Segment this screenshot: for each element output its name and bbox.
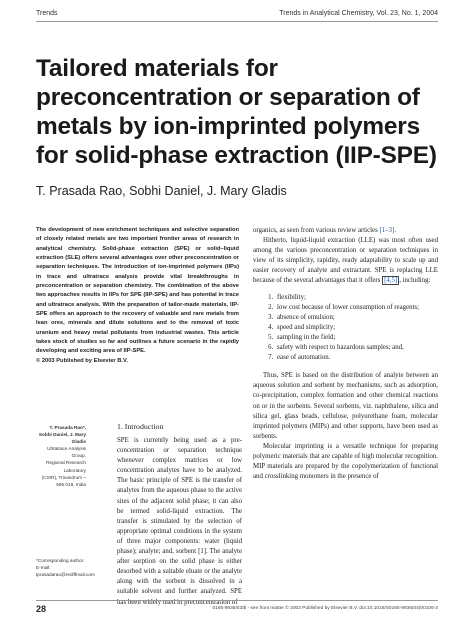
email-label: E-mail: <box>36 565 51 571</box>
list-item: 6. safety with respect to hazardous samples; and, <box>275 343 438 353</box>
citation-link[interactable]: [1–3] <box>379 227 395 234</box>
paragraph-molecular-imprinting: Molecular imprinting is a versatile technique for preparing polymeric materials that are capable of high molecular recognition. MIP materials are prepared by the copolymerization of functional and crosslinking monomers in the presence of <box>253 442 438 481</box>
paragraph-lle: Hitherto, liquid-liquid extraction (LLE) was most often used among the various preconcentration or separation techniques in view of its simplicity, rapidity, ready adaptability to scale up and easier recovery of analyte and extractant. SPE is replacing LLE because of the several advantages that it offers [4,5] , including: <box>253 237 438 285</box>
section-heading-introduction: 1. Introduction <box>117 422 164 431</box>
running-header-section: Trends <box>36 10 58 17</box>
list-item: 4. speed and simplicity; <box>275 323 438 333</box>
abstract-copyright: © 2003 Published by Elsevier B.V. <box>36 357 128 364</box>
intro-paragraph: SPE is currently being used as a pre-concentration or separation technique whenever complex matrices or low concentration analytes have to be analyzed. The basic principle of SPE is the transfer of analytes from the aqueous phase to the active sites of the adjacent solid phase; it can also be termed solid-liquid extraction. The transfer is stimulated by the selection of appropriate optimal conditions in the system of three major components: water (liquid phase); analyte; and, sorbent [1]. The analyte after sorption on the solid phase is either desorbed with a suitable eluate or the analyte along with the sorbent is dissolved in a suitable solvent and further analyzed. SPE has been widely used in preconcentration of <box>117 437 242 606</box>
running-header-journal: Trends in Analytical Chemistry, Vol. 23, No. 1, 2004 <box>279 10 438 17</box>
list-item: 1. flexibility; <box>275 293 438 303</box>
list-item: 5. sampling in the field; <box>275 333 438 343</box>
advantages-list <box>253 293 438 364</box>
author-affiliation <box>36 424 86 488</box>
body-column-right <box>253 226 438 482</box>
corresponding-author <box>36 557 96 578</box>
footer-rule <box>36 600 438 601</box>
page-number: 28 <box>36 604 47 614</box>
header-rule <box>36 21 438 22</box>
article-title: Tailored materials for preconcentration or separation of metals by ion-imprinted polymers for solid-phase extraction (IIP-SPE) <box>36 55 437 169</box>
affiliation-names: T. Prasada Rao*, Sobhi Daniel, J. Mary Gladis <box>38 425 86 445</box>
abstract <box>36 226 239 366</box>
list-item: 3. absence of emulsion; <box>275 313 438 323</box>
paragraph-review-articles: organics, as seen from various review articles [1–3]. <box>253 227 396 234</box>
corresponding-label: *Corresponding author. <box>36 558 85 563</box>
footer-doi: 0165-9936/03/$ - see front matter © 2003 Published by Elsevier B.V. doi:10.1016/S0165-9936(04)00106-2 <box>212 606 438 611</box>
paragraph-spe-basis: Thus, SPE is based on the distribution of analyte between an aqueous solution and sorbent by mechanisms, such as adsorption, co-precipitation, complex formation and other chemical reactions on or in the sorbents. Several sorbents, viz. naphthalene, silica and silica gel, glass beads, cellulose, polyurethane foam, molecular imprinted polymers (MIPs) and other supports, have been used as sorbents. <box>253 372 438 440</box>
list-item: 7. ease of automation. <box>275 353 438 363</box>
body-column-left <box>117 436 242 608</box>
corresponding-email: tprasadarao@rediffmail.com <box>36 572 95 578</box>
author-list: T. Prasada Rao, Sobhi Daniel, J. Mary Gladis <box>36 184 287 198</box>
affiliation-line: Regional Research Laboratory <box>46 460 86 473</box>
affiliation-line: 695 019, India <box>56 481 86 487</box>
abstract-text: The development of new enrichment techniques and selective separation of closely related metals are two important frontier areas of research in analytical chemistry. Solid-phase extraction (SPE) or solid–liquid extraction (SLE) offers several advantages over other preconcentration or separation techniques. The introduction of ion-imprinted polymers (IIPs) in trace and ultratrace analysis provide vital breakthroughs in preconcentration or separation chemistry. The combination of the above two approaches results in IIPs for SPE (IIP-SPE) and has potential in trace and ultratrace analysis. With the preparation of tailor-made materials, IIP-SPE offers an approach to the recovery of valuable and rare metals from lean ores, minerals and dilute solutions and to the removal of toxic uranium and heavy metal pollutants from industrial wastes. This article takes stock of studies so far and outlines a future scenario in the rapidly developing and exciting area of IIP-SPE. <box>36 227 239 355</box>
affiliation-line: (CSIR), Trivandrum – <box>41 474 86 480</box>
list-item: 2. low cost because of lower consumption of reagents; <box>275 303 438 313</box>
affiliation-line: Ultratrace Analysis Group, <box>47 446 86 459</box>
citation-link[interactable]: [4,5] <box>384 277 398 285</box>
